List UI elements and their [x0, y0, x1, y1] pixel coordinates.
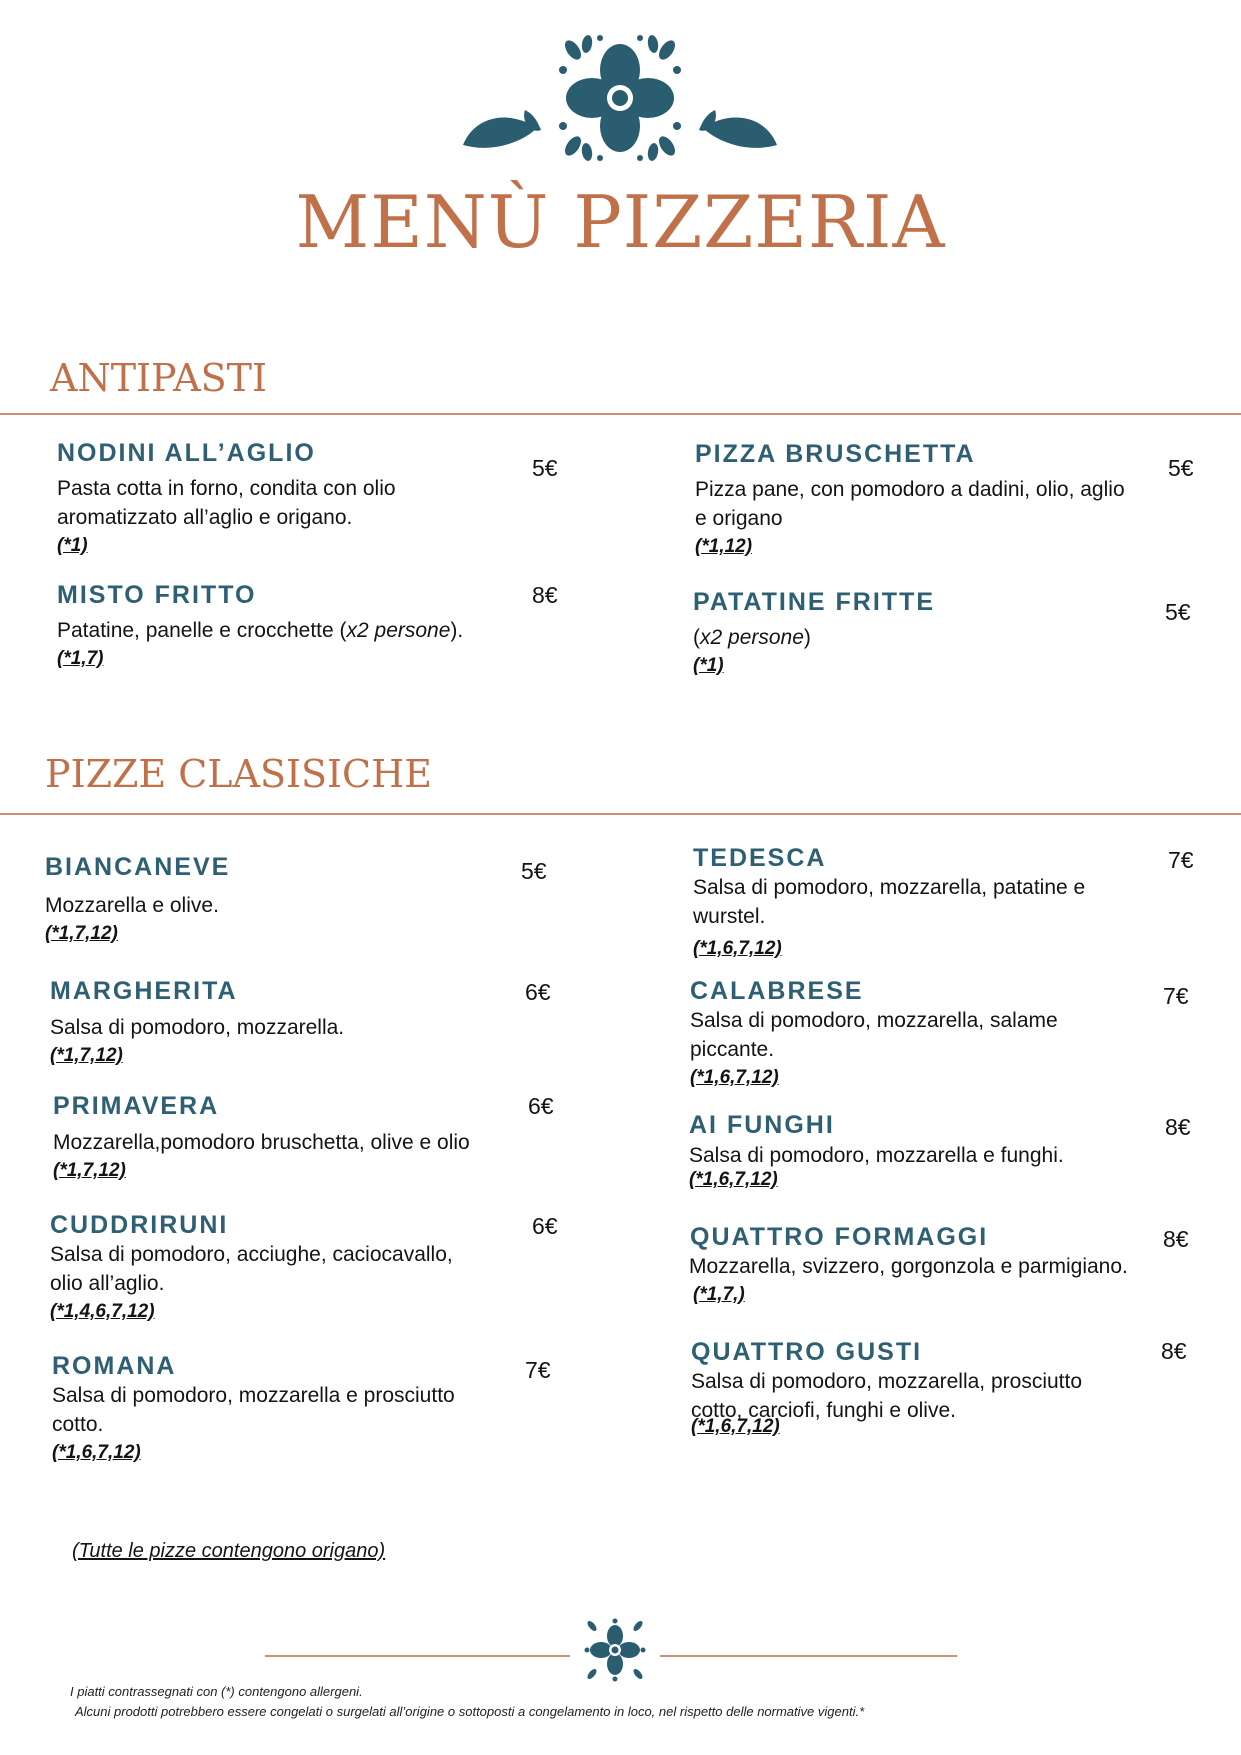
item-name: AI FUNGHI [689, 1111, 835, 1139]
item-name: PATATINE FRITTE [693, 588, 936, 616]
item-allergens: (*1,6,7,12) [689, 1169, 778, 1190]
item-name: MISTO FRITTO [57, 581, 257, 609]
item-allergens: (*1,7,) [693, 1284, 745, 1305]
item-name: PIZZA BRUSCHETTA [695, 440, 976, 468]
menu-item-nodini-allaglio [57, 438, 537, 558]
item-allergens: (*1) [57, 535, 88, 556]
item-price: 6€ [528, 1093, 554, 1119]
menu-item-quattro-formaggi [689, 1222, 1189, 1307]
item-name: CUDDRIRUNI [50, 1211, 229, 1239]
item-name: ROMANA [52, 1352, 177, 1380]
menu-item-margherita [50, 976, 540, 1068]
footer-divider-right [660, 1655, 957, 1657]
item-description: Salsa di pomodoro, mozzarella e prosciutto cotto. [52, 1384, 455, 1436]
menu-item-patatine-fritte [693, 587, 1173, 678]
menu-item-romana [52, 1351, 542, 1465]
item-description: Patatine, panelle e crocchette (x2 persone). [57, 619, 464, 642]
section-divider [0, 813, 1241, 815]
item-description: Salsa di pomodoro, mozzarella e funghi. [689, 1144, 1064, 1167]
item-name: CALABRESE [690, 977, 864, 1005]
floral-ornament-icon [455, 30, 785, 165]
menu-item-tedesca [693, 843, 1163, 961]
item-price: 8€ [1163, 1226, 1189, 1252]
item-price: 5€ [532, 455, 558, 481]
item-allergens: (*1,7,12) [50, 1045, 123, 1066]
small-floral-ornament-icon [583, 1618, 647, 1682]
item-price: 6€ [525, 979, 551, 1005]
item-description: Mozzarella e olive. [45, 894, 219, 917]
item-allergens: (*1,7,12) [53, 1160, 126, 1181]
section-title-pizze: PIZZE CLASISICHE [45, 752, 432, 796]
item-description: Salsa di pomodoro, mozzarella, patatine e wurstel. [693, 876, 1086, 928]
menu-item-quattro-gusti [691, 1337, 1161, 1439]
menu-item-misto-fritto [57, 580, 537, 671]
item-description: Mozzarella,pomodoro bruschetta, olive e olio [53, 1131, 470, 1154]
menu-item-ai-funghi [689, 1110, 1169, 1192]
item-description: Pizza pane, con pomodoro a dadini, olio, aglio e origano [695, 478, 1125, 530]
section-title-antipasti: ANTIPASTI [50, 356, 267, 400]
item-description: Salsa di pomodoro, acciughe, caciocavallo, olio all’aglio. [50, 1243, 453, 1295]
item-price: 8€ [1161, 1338, 1187, 1364]
item-description: Mozzarella, svizzero, gorgonzola e parmigiano. [689, 1255, 1128, 1278]
item-price: 5€ [1168, 455, 1194, 481]
item-name: TEDESCA [693, 844, 827, 872]
item-allergens: (*1) [693, 655, 724, 676]
item-description: (x2 persone) [693, 626, 811, 649]
item-price: 7€ [1163, 983, 1189, 1009]
menu-item-cuddriruni [50, 1210, 540, 1324]
item-name: NODINI ALL’AGLIO [57, 439, 316, 467]
menu-item-calabrese [690, 976, 1160, 1090]
item-name: QUATTRO GUSTI [691, 1338, 923, 1366]
origano-note: (Tutte le pizze contengono origano) [72, 1540, 386, 1562]
item-allergens: (*1,7) [57, 648, 104, 669]
item-allergens: (*1,6,7,12) [691, 1416, 780, 1437]
item-price: 5€ [1165, 599, 1191, 625]
item-name: QUATTRO FORMAGGI [690, 1223, 989, 1251]
allergen-footnote: I piatti contrassegnati con (*) contengono allergeni. [70, 1684, 363, 1699]
item-price: 8€ [532, 582, 558, 608]
item-allergens: (*1,7,12) [45, 923, 118, 944]
item-allergens: (*1,6,7,12) [693, 938, 782, 959]
page-title: MENÙ PIZZERIA [295, 180, 946, 264]
item-allergens: (*1,6,7,12) [690, 1067, 779, 1088]
item-allergens: (*1,4,6,7,12) [50, 1301, 155, 1322]
menu-item-primavera [53, 1091, 553, 1183]
item-price: 7€ [525, 1357, 551, 1383]
item-price: 7€ [1168, 847, 1194, 873]
frozen-products-footnote: Alcuni prodotti potrebbero essere congelati o surgelati all’origine o sottoposti a congelamento in loco, nel rispetto delle normative vigenti.* [75, 1704, 865, 1719]
menu-item-biancaneve [45, 852, 535, 946]
menu-item-pizza-bruschetta [695, 439, 1175, 559]
item-price: 6€ [532, 1213, 558, 1239]
item-allergens: (*1,12) [695, 536, 753, 557]
item-price: 8€ [1165, 1114, 1191, 1140]
section-divider [0, 413, 1241, 415]
item-name: BIANCANEVE [45, 853, 231, 881]
item-description: Salsa di pomodoro, mozzarella, salame piccante. [690, 1009, 1058, 1061]
item-description: Salsa di pomodoro, mozzarella, prosciutto cotto, carciofi, funghi e olive. [691, 1370, 1083, 1422]
item-description: Salsa di pomodoro, mozzarella. [50, 1016, 345, 1039]
item-allergens: (*1,6,7,12) [52, 1442, 141, 1463]
item-price: 5€ [521, 858, 547, 884]
item-name: PRIMAVERA [53, 1092, 220, 1120]
item-name: MARGHERITA [50, 977, 238, 1005]
footer-divider-left [265, 1655, 570, 1657]
item-description: Pasta cotta in forno, condita con olio aromatizzato all’aglio e origano. [57, 477, 396, 529]
